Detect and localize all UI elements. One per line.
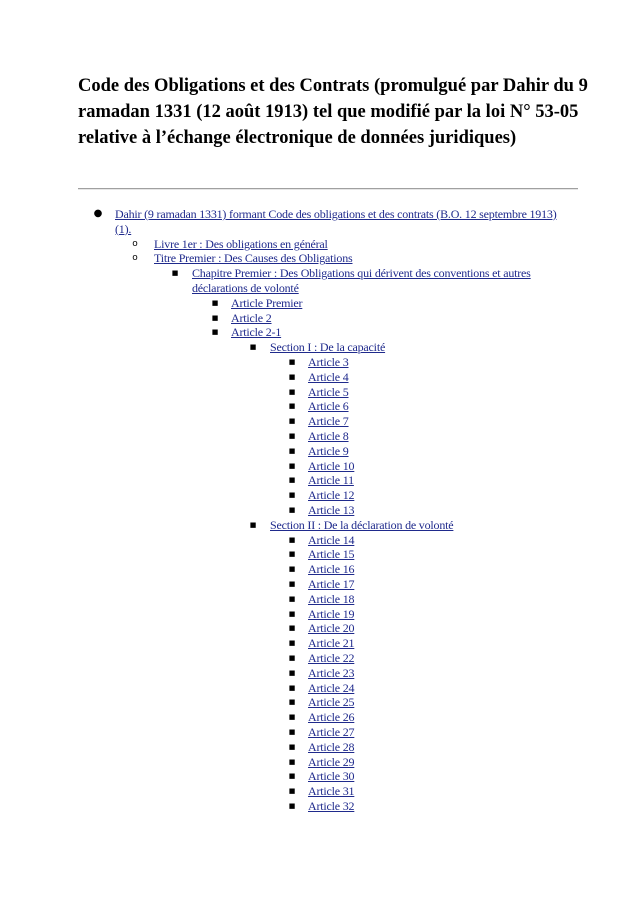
square-bullet-icon: ■	[288, 728, 296, 736]
square-bullet-icon: ■	[288, 506, 296, 514]
toc-link-article[interactable]: Article 17	[308, 577, 355, 591]
toc-link-article[interactable]: Article 21	[308, 636, 355, 651]
toc-link-article[interactable]: Article 25	[308, 695, 355, 710]
square-bullet-icon: ■	[288, 802, 296, 810]
square-bullet-icon: ■	[288, 742, 296, 751]
toc-link-article[interactable]: Article 12	[308, 488, 355, 503]
square-bullet-icon: ■	[288, 446, 296, 455]
toc-link-article[interactable]: Article 27	[308, 725, 355, 739]
horizontal-rule	[78, 188, 578, 190]
toc-link-article[interactable]: Article 28	[308, 739, 355, 754]
square-bullet-icon: ■	[211, 328, 219, 337]
square-bullet-icon: ■	[288, 358, 296, 366]
square-bullet-icon: ■	[288, 594, 296, 603]
toc-link-article[interactable]: Article 16	[308, 562, 355, 577]
square-bullet-icon: ■	[288, 417, 296, 426]
toc-link-section-1[interactable]: Section I : De la capacité	[270, 340, 386, 355]
toc-link-article[interactable]: Article 6	[308, 399, 349, 414]
square-bullet-icon: ■	[288, 565, 296, 574]
square-bullet-icon: ■	[288, 639, 296, 648]
square-bullet-icon: ■	[211, 313, 219, 322]
toc-link-article[interactable]: Article 4	[308, 369, 349, 384]
square-bullet-icon: ■	[288, 461, 296, 470]
toc-link-article[interactable]: Article 8	[308, 429, 349, 443]
square-bullet-icon: ■	[288, 609, 296, 618]
toc-link-livre[interactable]: Livre 1er : Des obligations en général	[154, 236, 328, 251]
toc-link-chapitre[interactable]: Chapitre Premier : Des Obligations qui dérivent des conventions et autres déclarations de volonté	[192, 266, 531, 295]
square-bullet-icon: ■	[171, 269, 179, 278]
toc-link-article[interactable]: Article 32	[308, 799, 355, 813]
square-bullet-icon: ■	[288, 668, 296, 677]
square-bullet-icon: ■	[288, 550, 296, 559]
toc-link-article[interactable]: Article 15	[308, 547, 355, 562]
toc-link-article[interactable]: Article 11	[308, 473, 354, 488]
toc-link-article[interactable]: Article 31	[308, 784, 355, 799]
toc-link-article[interactable]: Article 13	[308, 503, 355, 517]
toc-link-article[interactable]: Article 9	[308, 443, 349, 458]
toc-link-article[interactable]: Article Premier	[231, 295, 303, 310]
toc-link-dahir[interactable]: Dahir (9 ramadan 1331) formant Code des obligations et des contrats (B.O. 12 septembre 1913) (1).	[115, 207, 557, 236]
toc-link-article[interactable]: Article 22	[308, 651, 355, 665]
square-bullet-icon: ■	[288, 402, 296, 411]
toc-link-article[interactable]: Article 26	[308, 710, 355, 725]
square-bullet-icon: ■	[249, 343, 257, 352]
toc-link-article[interactable]: Article 14	[308, 532, 355, 547]
toc-link-article[interactable]: Article 3	[308, 355, 349, 369]
toc-link-article[interactable]: Article 29	[308, 754, 355, 769]
square-bullet-icon: ■	[288, 624, 296, 633]
document-title: Code des Obligations et des Contrats (promulgué par Dahir du 9 ramadan 1331 (12 août 1913) tel que modifié par la loi N° 53-05 relative à l’échange électronique de données juridiques)	[78, 76, 588, 148]
toc-link-article[interactable]: Article 18	[308, 591, 355, 606]
circle-bullet-icon: o	[132, 253, 138, 264]
disc-bullet-icon: ●	[93, 208, 103, 219]
toc-link-article[interactable]: Article 23	[308, 665, 355, 680]
square-bullet-icon: ■	[288, 757, 296, 766]
square-bullet-icon: ■	[288, 372, 296, 381]
toc-link-article[interactable]: Article 7	[308, 414, 349, 429]
toc-link-article[interactable]: Article 10	[308, 458, 355, 473]
square-bullet-icon: ■	[288, 772, 296, 781]
toc-link-article[interactable]: Article 24	[308, 680, 355, 695]
toc-link-section-2[interactable]: Section II : De la déclaration de volonté	[270, 517, 454, 532]
square-bullet-icon: ■	[288, 580, 296, 588]
square-bullet-icon: ■	[249, 520, 257, 529]
toc-link-article[interactable]: Article 5	[308, 384, 349, 399]
circle-bullet-icon: o	[132, 238, 138, 249]
toc-link-article[interactable]: Article 20	[308, 621, 355, 636]
toc-link-article[interactable]: Article 2	[231, 310, 272, 325]
toc-link-article[interactable]: Article 30	[308, 769, 355, 784]
square-bullet-icon: ■	[288, 476, 296, 485]
square-bullet-icon: ■	[288, 432, 296, 440]
square-bullet-icon: ■	[288, 713, 296, 722]
square-bullet-icon: ■	[211, 298, 219, 307]
square-bullet-icon: ■	[288, 683, 296, 692]
square-bullet-icon: ■	[288, 787, 296, 796]
toc-link-article[interactable]: Article 19	[308, 606, 355, 621]
square-bullet-icon: ■	[288, 535, 296, 544]
toc-link-titre[interactable]: Titre Premier : Des Causes des Obligations	[154, 251, 353, 266]
square-bullet-icon: ■	[288, 387, 296, 396]
square-bullet-icon: ■	[288, 698, 296, 707]
square-bullet-icon: ■	[288, 654, 296, 662]
toc-link-article[interactable]: Article 2-1	[231, 325, 282, 340]
square-bullet-icon: ■	[288, 491, 296, 500]
